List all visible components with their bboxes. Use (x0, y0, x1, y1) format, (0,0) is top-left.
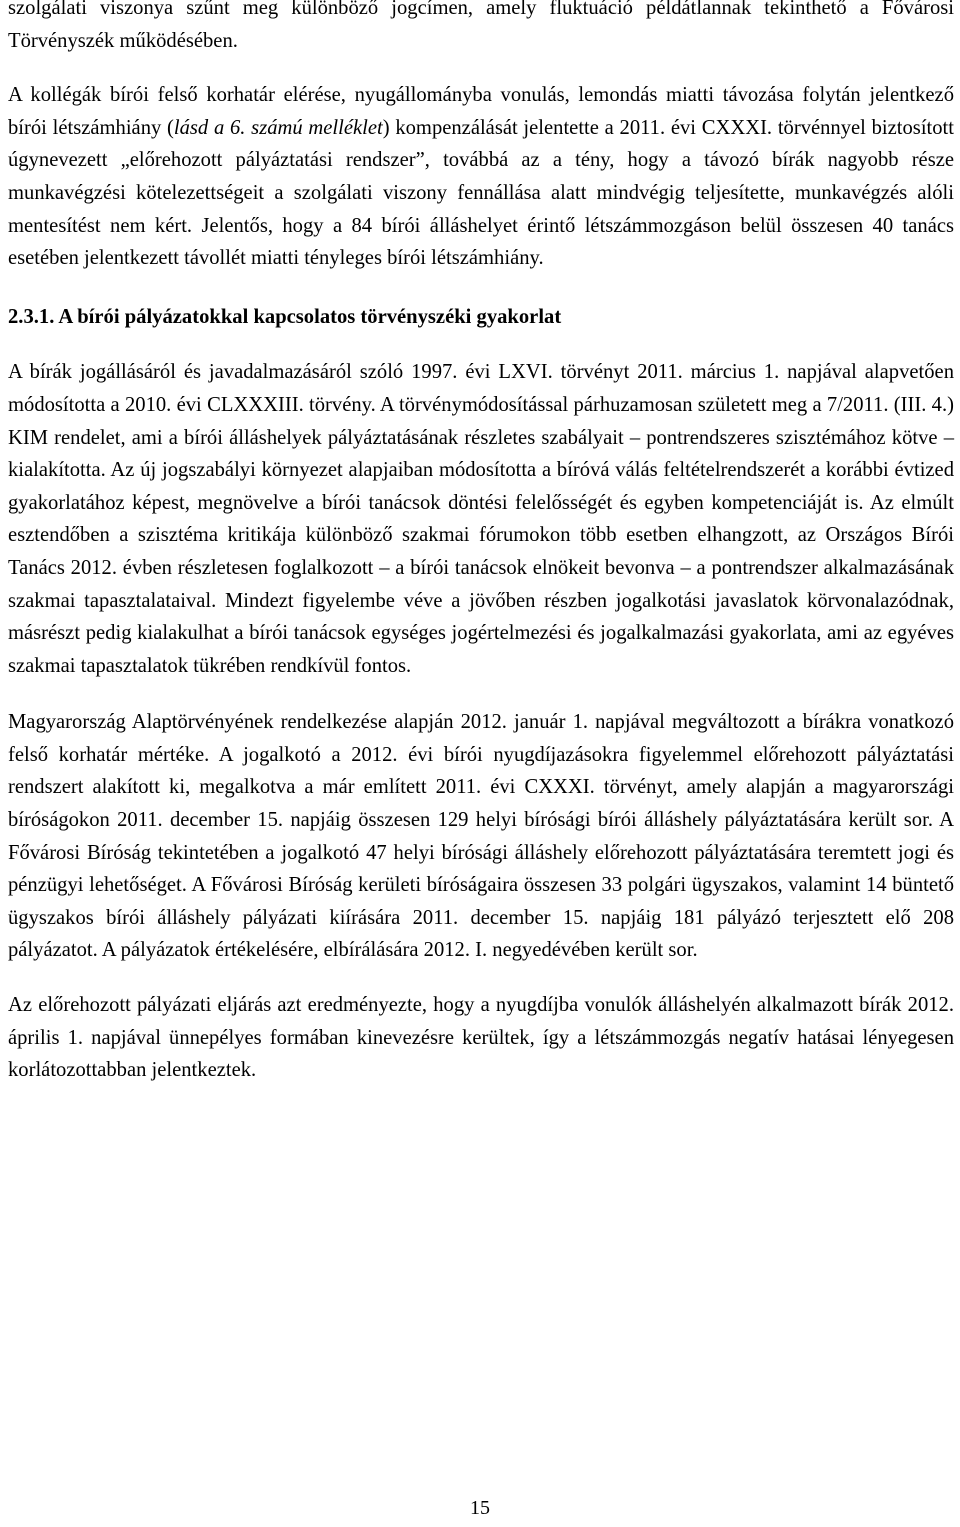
paragraph-text: A bírák jogállásáról és javadalmazásáról szóló 1997. évi LXVI. törvényt 2011. március 1. napjával alapvetően módosította a 2010. évi CLXXXIII. törvény. A törvénymódosítással párhuzamosan született meg a 7/2011. (III. 4.) KIM rendelet, ami a bírói álláshelyek pályáztatásának részletes szabályait – pontrendszeres szisztémához kötve – kialakította. Az új jogszabályi környezet alapjaiban módosította a bíróvá válás feltételrendszerét a korábbi évtized gyakorlatához képest, megnövelve a bírói tanácsok döntési felelősségét és egyben kompetenciáját is. Az elmúlt esztendőben a szisztéma kritikája különböző szakmai fórumokon több esetben elhangzott, az Országos Bírói Tanács 2012. évben részletesen foglalkozott – a bírói tanácsok elnökeit bevonva – a pontrendszer alkalmazásának szakmai tapasztalataival. Mindezt figyelembe véve a jövőben részben jogalkotási javaslatok körvonalazódnak, másrészt pedig kialakulhat a bírói tanácsok egységes jogértelmezési és jogalkalmazási gyakorlata, ami az egyéves szakmai tapasztalatok tükrében rendkívül fontos. (8, 361, 954, 677)
section-heading: 2.3.1. A bírói pályázatokkal kapcsolatos törvényszéki gyakorlat (8, 305, 562, 328)
paragraph-text: ) kompenzálását jelentette a 2011. évi CXXXI. törvénnyel biztosított úgynevezett „előrehozott pályáztatási rendszer”, továbbá az a tény, hogy a távozó bírák nagyobb része munkavégzési kötelezettségeit a szolgálati viszony fennállása alatt mindvégig teljesítette, munkavégzés alóli mentesítést nem kért. Jelentős, hogy a 84 bírói álláshelyet érintő létszámmozgáson belül összesen 40 tanács esetében jelentkezett távollét miatti tényleges bírói létszámhiány. (8, 116, 954, 270)
paragraph-staff-shortage (8, 79, 954, 275)
paragraph-legislation (8, 356, 954, 682)
document-page (8, 0, 954, 1087)
page-number: 15 (470, 1497, 490, 1519)
paragraph-text: Magyarország Alaptörvényének rendelkezése alapján 2012. január 1. napjával megváltozott a bírákra vonatkozó felső korhatár mértéke. A jogalkotó a 2012. évi bírói nyugdíjazásokra figyelemmel előrehozott pályáztatási rendszert alakított ki, megalkotva a már említett 2011. évi CXXXI. törvényt, amely alapján a magyarországi bíróságokon 2011. december 15. napjáig összesen 129 helyi bírósági bírói álláshely pályáztatására került sor. A Fővárosi Bíróság tekintetében a jogalkotó 47 helyi bírósági álláshely előrehozott pályáztatására teremtett jogi és pénzügyi lehetőséget. A Fővárosi Bíróság kerületi bíróságaira összesen 33 polgári ügyszakos, valamint 14 büntető ügyszakos bírói álláshely pályázati kiírására 2011. december 15. napjáig 181 pályázó terjesztett elő 208 pályázatot. A pályázatok értékelésére, elbírálására 2012. I. negyedévében került sor. (8, 711, 954, 962)
paragraph-retirement-age (8, 706, 954, 967)
paragraph-continuation (8, 0, 954, 57)
paragraph-outcome (8, 989, 954, 1087)
paragraph-text: A kollégák bírói felső korhatár elérése, nyugállományba vonulás, lemondás miatti távozása folytán jelentkező bírói létszámhiány ( (8, 84, 954, 139)
paragraph-text: szolgálati viszonya szűnt meg különböző jogcímen, amely fluktuáció példátlannak tekinthető a Fővárosi Törvényszék működésében. (8, 0, 954, 52)
paragraph-text: Az előrehozott pályázati eljárás azt eredményezte, hogy a nyugdíjba vonulók álláshelyén alkalmazott bírák 2012. április 1. napjával ünnepélyes formában kinevezésre kerültek, így a létszámmozgás negatív hatásai lényegesen korlátozottabban jelentkeztek. (8, 994, 954, 1082)
annex-reference: lásd a 6. számú melléklet (173, 116, 383, 139)
